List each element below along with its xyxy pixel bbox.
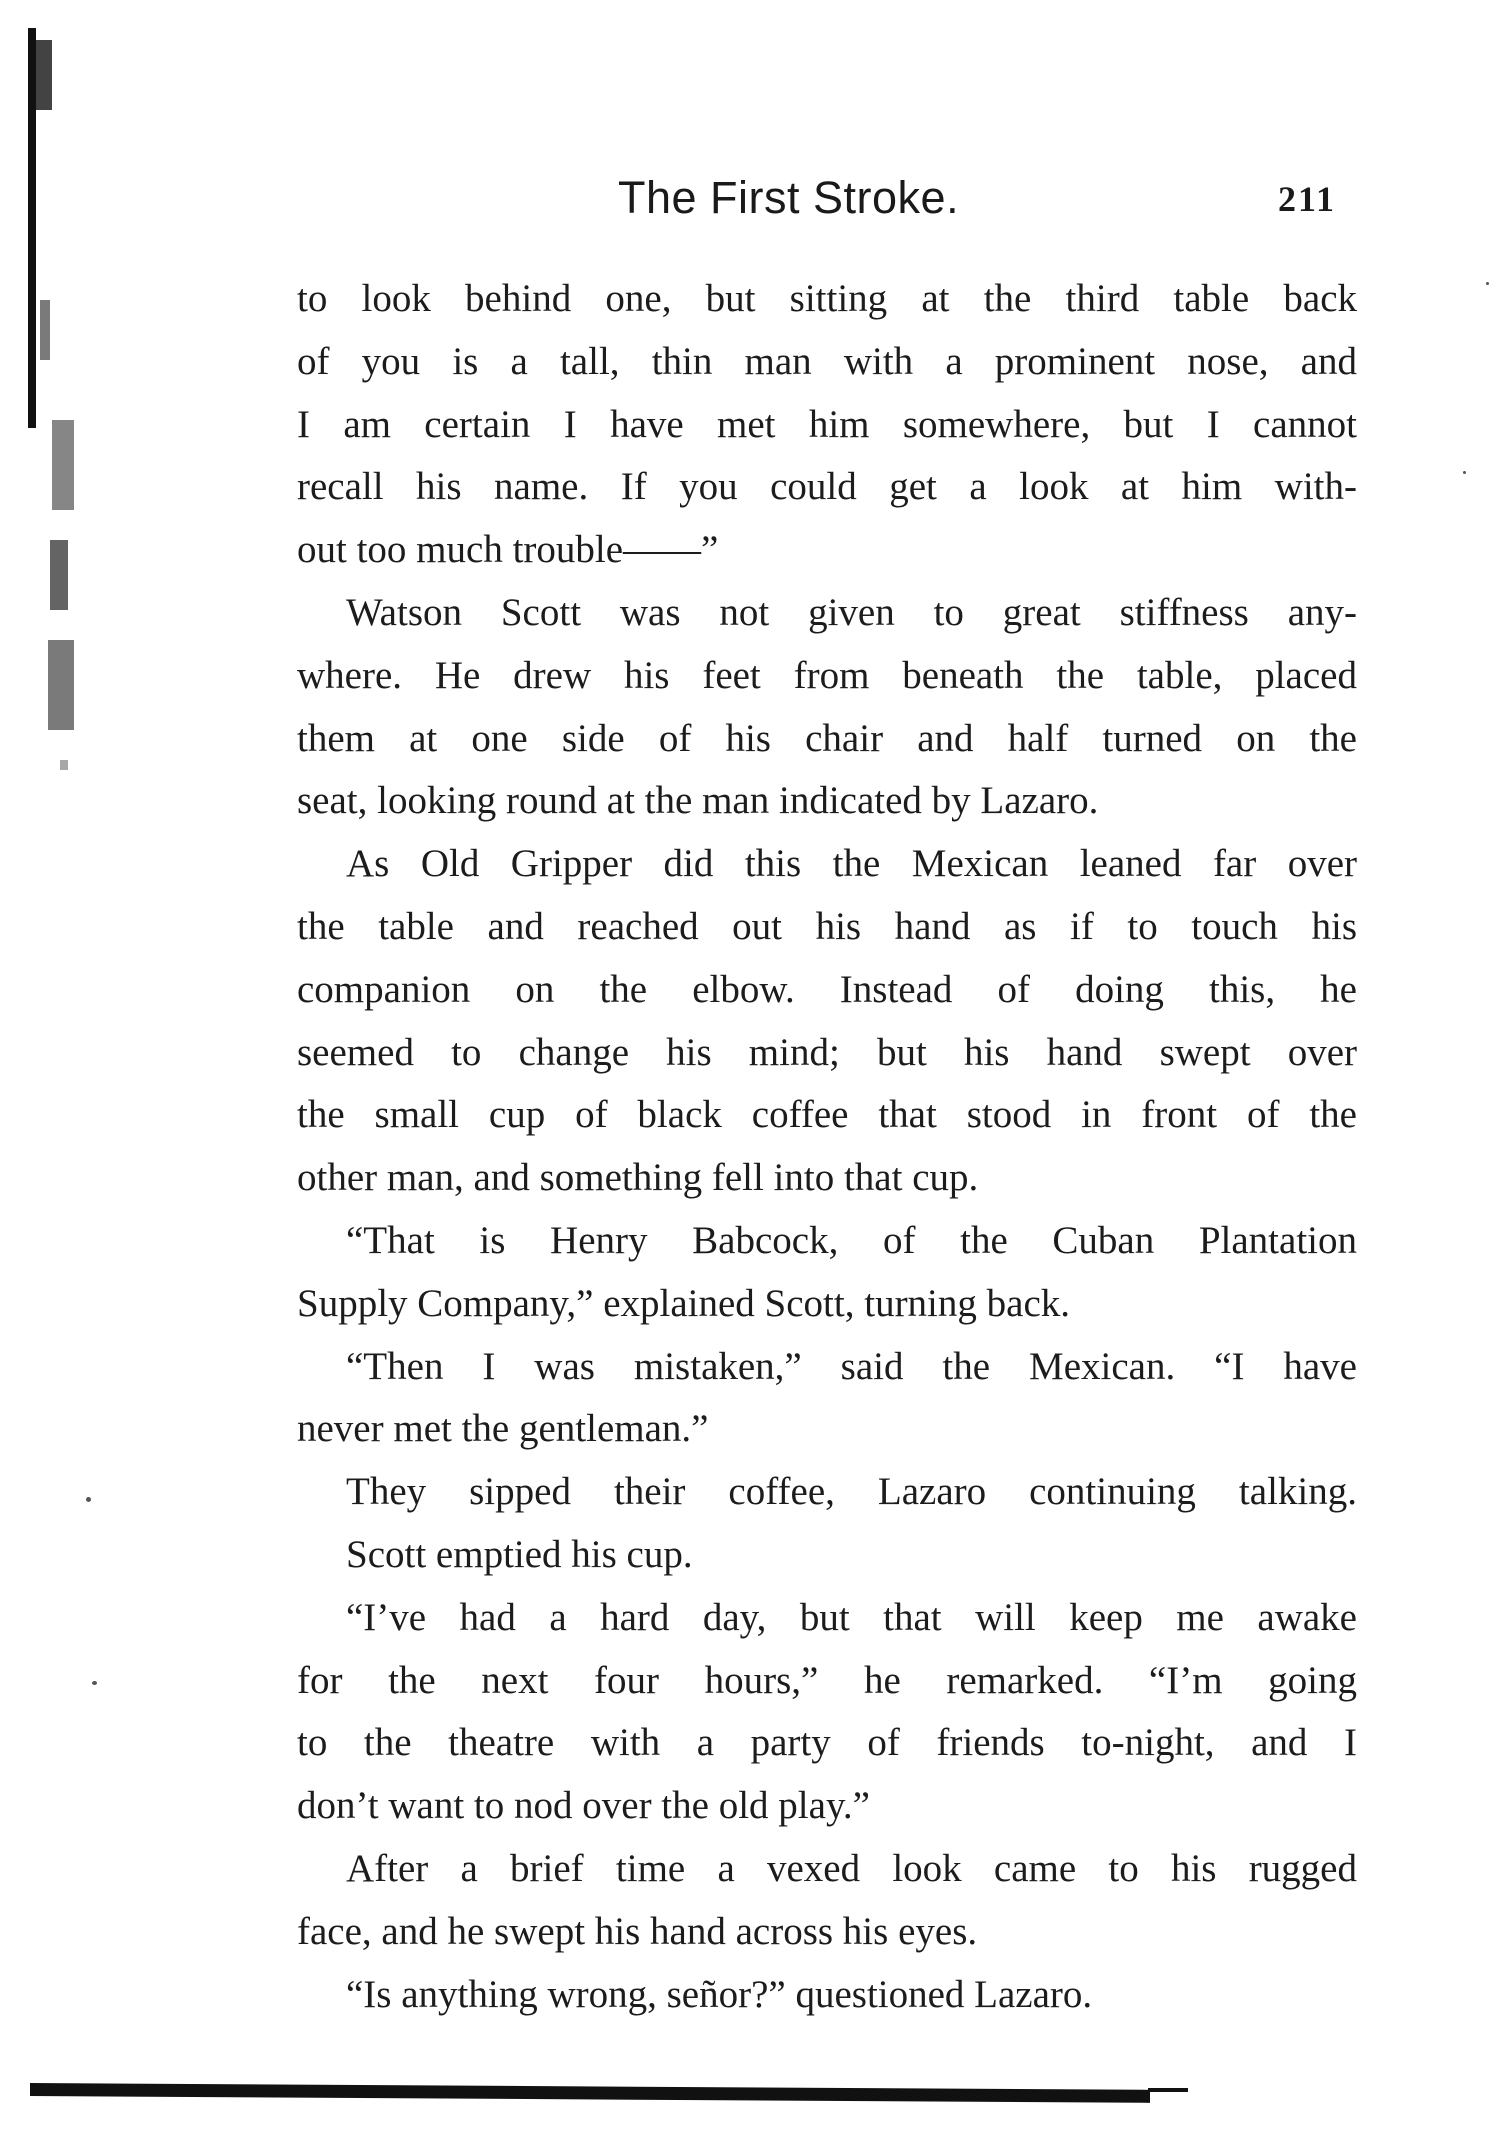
bottom-rule: [1148, 2088, 1188, 2092]
text-line: recall his name. If you could get a look at him with-: [297, 465, 1357, 509]
running-title: The First Stroke.: [618, 172, 960, 223]
body-text: [297, 268, 1357, 2026]
text-line: the table and reached out his hand as if to touch his: [297, 904, 1357, 948]
page-number: 211: [1278, 179, 1337, 219]
text-line: them at one side of his chair and half turned on the: [297, 716, 1357, 760]
text-line: “That is Henry Babcock, of the Cuban Plantation: [346, 1218, 1357, 1262]
scan-mark: [48, 640, 74, 730]
text-line: Supply Company,” explained Scott, turning back.: [297, 1281, 1071, 1325]
scan-speck: [1486, 282, 1489, 285]
scan-speck: [1463, 471, 1466, 474]
scan-mark: [60, 760, 68, 770]
scan-mark: [50, 540, 68, 610]
running-header: [0, 170, 1508, 230]
text-line: to look behind one, but sitting at the third table back: [297, 277, 1357, 320]
text-line: the small cup of black coffee that stood in front of the: [297, 1093, 1357, 1137]
text-line: As Old Gripper did this the Mexican leaned far over: [346, 842, 1357, 886]
text-line: seat, looking round at the man indicated by Lazaro.: [297, 779, 1099, 823]
text-line: “Is anything wrong, señor?” questioned Lazaro.: [346, 1972, 1093, 2016]
scan-mark: [40, 300, 50, 360]
text-line: never met the gentleman.”: [297, 1407, 709, 1451]
scan-mark: [36, 40, 52, 110]
text-line: other man, and something fell into that cup.: [297, 1156, 979, 1200]
text-line: where. He drew his feet from beneath the table, placed: [297, 653, 1357, 697]
text-line: “I’ve had a hard day, but that will keep me awake: [346, 1595, 1357, 1639]
scan-speck: [86, 1497, 91, 1502]
text-line: face, and he swept his hand across his eyes.: [297, 1909, 978, 1953]
scan-mark: [52, 420, 74, 510]
text-line: of you is a tall, thin man with a prominent nose, and: [297, 339, 1357, 383]
text-line: seemed to change his mind; but his hand swept over: [297, 1030, 1357, 1074]
text-line: don’t want to nod over the old play.”: [297, 1784, 870, 1828]
text-line: for the next four hours,” he remarked. “I’m going: [297, 1658, 1357, 1702]
bottom-rule: [30, 2083, 1150, 2103]
text-line: companion on the elbow. Instead of doing this, he: [297, 967, 1357, 1011]
text-line: to the theatre with a party of friends to-night, and I: [297, 1721, 1357, 1765]
text-line: out too much trouble——”: [297, 528, 719, 572]
text-line: After a brief time a vexed look came to his rugged: [346, 1846, 1357, 1890]
text-line: Scott emptied his cup.: [346, 1532, 693, 1576]
text-line: Watson Scott was not given to great stiffness any-: [346, 590, 1357, 634]
text-line: “Then I was mistaken,” said the Mexican. “I have: [346, 1344, 1357, 1388]
scan-speck: [92, 1681, 97, 1685]
text-line: They sipped their coffee, Lazaro continuing talking.: [346, 1470, 1357, 1514]
text-line: I am certain I have met him somewhere, but I cannot: [297, 402, 1357, 446]
